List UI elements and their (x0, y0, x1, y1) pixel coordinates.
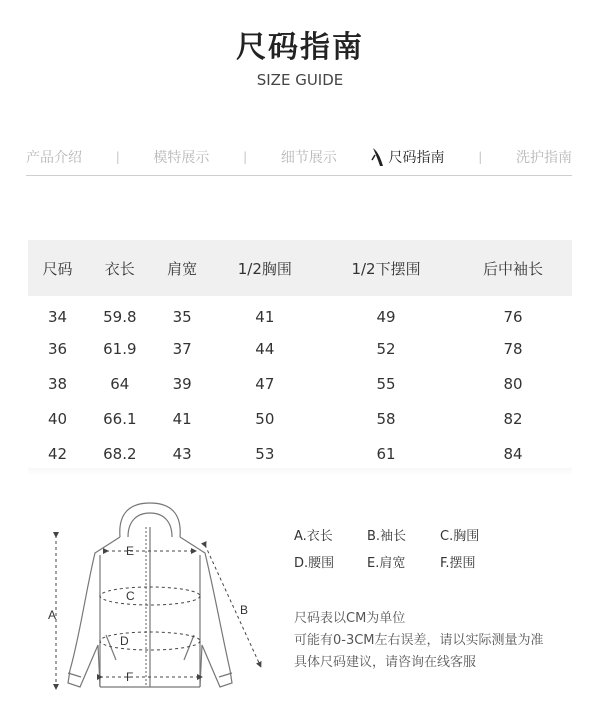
table-cell: 64 (110, 374, 130, 393)
table-cell: 68.2 (103, 444, 137, 463)
tab-size-guide[interactable] (371, 147, 445, 167)
tab-detail-display[interactable]: 细节展示 (280, 150, 337, 166)
legend-item: E.肩宽 (367, 556, 406, 571)
table-cell: 40 (47, 409, 68, 428)
table-cell: 76 (503, 307, 523, 326)
column-header: 衣长 (104, 259, 135, 278)
table-cell: 42 (47, 444, 68, 463)
table-cell: 50 (255, 409, 275, 428)
page-subtitle: SIZE GUIDE (256, 71, 344, 89)
column-header: 肩宽 (167, 259, 198, 278)
table-cell: 55 (376, 374, 396, 393)
table-cell: 53 (255, 444, 275, 463)
legend-row (294, 525, 513, 544)
tab-divider: | (115, 150, 120, 164)
page-title: 尺码指南 (236, 30, 364, 65)
table-cell: 39 (172, 374, 192, 393)
feather-icon (371, 147, 385, 167)
column-header: 1/2下摆围 (351, 259, 421, 278)
table-row (28, 296, 572, 331)
table-cell: 66.1 (103, 409, 137, 428)
size-notes (294, 608, 544, 674)
table-cell: 52 (376, 339, 396, 358)
table-cell: 82 (503, 409, 523, 428)
tab-size-guide-label: 尺码指南 (388, 150, 445, 166)
table-cell: 38 (47, 374, 68, 393)
jacket-measurement-diagram (40, 495, 280, 710)
table-bottom-shade (28, 468, 572, 476)
measurement-legend (294, 525, 513, 579)
table-row (28, 401, 572, 436)
legend-item: B.袖长 (367, 529, 407, 544)
label-f: F (126, 670, 134, 684)
table-cell: 44 (255, 339, 275, 358)
table-cell: 34 (47, 307, 68, 326)
table-cell: 43 (172, 444, 192, 463)
column-header: 1/2胸围 (237, 259, 292, 278)
tab-divider: | (478, 150, 483, 164)
label-c: C (126, 589, 135, 603)
label-a: A (48, 608, 57, 622)
table-cell: 37 (172, 339, 192, 358)
legend-item: D.腰围 (294, 556, 335, 571)
table-row (28, 366, 572, 401)
table-cell: 47 (255, 374, 275, 393)
tab-divider: | (243, 150, 248, 164)
table-cell: 84 (503, 444, 523, 463)
table-header-row (28, 240, 572, 296)
legend-item: F.摆围 (440, 556, 476, 571)
label-e: E (126, 544, 135, 558)
tab-bar (26, 139, 572, 176)
label-b: B (240, 603, 249, 617)
table-cell: 49 (376, 307, 396, 326)
table-cell: 80 (503, 374, 523, 393)
note-line: 尺码表以CM为单位 (294, 611, 406, 626)
size-table (28, 240, 572, 471)
legend-item: A.衣长 (294, 529, 333, 544)
tab-model-display[interactable]: 模特展示 (153, 150, 210, 166)
table-cell: 59.8 (103, 307, 137, 326)
table-cell: 61.9 (103, 339, 137, 358)
table-cell: 41 (172, 409, 192, 428)
table-cell: 41 (255, 307, 275, 326)
table-cell: 61 (376, 444, 396, 463)
column-header: 尺码 (42, 259, 73, 278)
measurement-guides (56, 535, 260, 687)
table-cell: 58 (376, 409, 396, 428)
table-cell: 35 (172, 307, 192, 326)
table-cell: 36 (47, 339, 68, 358)
note-line: 具体尺码建议，请咨询在线客服 (294, 655, 477, 670)
legend-row (294, 552, 513, 571)
table-row (28, 331, 572, 366)
tab-care-guide[interactable]: 洗护指南 (515, 150, 572, 166)
label-d: D (120, 634, 129, 648)
legend-item: C.胸围 (440, 529, 480, 544)
tab-product-intro[interactable]: 产品介绍 (26, 150, 82, 166)
column-header: 后中袖长 (482, 259, 543, 278)
note-line: 可能有0-3CM左右误差，请以实际测量为准 (294, 633, 544, 648)
jacket-outline (68, 503, 232, 687)
table-row (28, 436, 572, 471)
table-cell: 78 (503, 339, 523, 358)
